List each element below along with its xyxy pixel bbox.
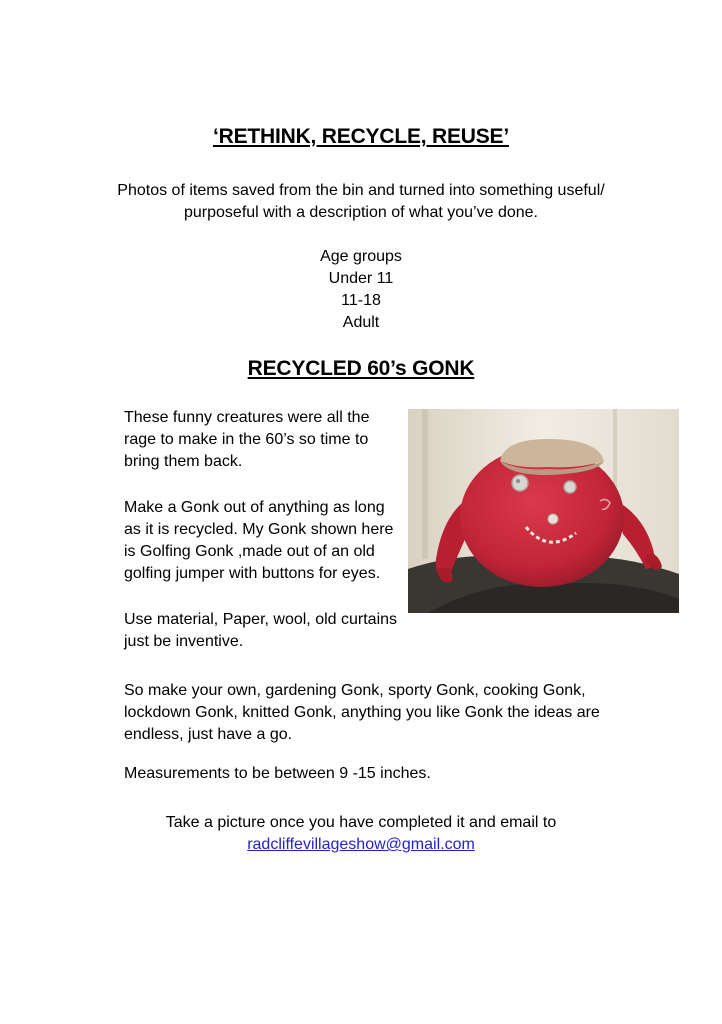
paragraph-line: is Golfing Gonk ,made out of an old [124,543,375,560]
paragraph-line: These funny creatures were all the [124,409,370,426]
page-title: ‘RETHINK, RECYCLE, REUSE’ [212,125,510,148]
section-title: RECYCLED 60’s GONK [247,357,475,380]
paragraph-line: bring them back. [124,453,243,470]
closing-text [0,812,722,856]
age-group-item: Under 11 [328,270,394,287]
paragraph-line: Make a Gonk out of anything as long [124,499,385,516]
age-group-item: 11-18 [341,292,381,309]
paragraph-line: golfing jumper with buttons for eyes. [124,565,381,582]
closing-line: Take a picture once you have completed it and email to [165,814,557,831]
paragraph-intro [124,407,394,473]
paragraph-line: lockdown Gonk, knitted Gonk, anything you like Gonk the ideas are [124,704,600,721]
gonk-photo [408,409,679,613]
intro-line: Photos of items saved from the bin and turned into something useful/ [117,182,605,199]
paragraph-line: just be inventive. [124,633,244,650]
age-groups-label: Age groups [320,248,402,265]
paragraph-line: endless, just have a go. [124,726,293,743]
paragraph-line: Use material, Paper, wool, old curtains [124,611,398,628]
intro-line: purposeful with a description of what you’ve done. [184,204,538,221]
email-link[interactable]: radcliffevillageshow@gmail.com [247,836,475,853]
paragraph-ideas [124,680,604,746]
age-group-item: Adult [342,314,380,331]
age-groups [0,246,722,334]
intro-text [100,180,622,224]
paragraph-materials [124,609,399,653]
paragraph-measurements: Measurements to be between 9 -15 inches. [124,765,431,782]
paragraph-line: So make your own, gardening Gonk, sporty Gonk, cooking Gonk, [124,682,586,699]
paragraph-line: rage to make in the 60’s so time to [124,431,369,448]
paragraph-line: as it is recycled. My Gonk shown here [124,521,394,538]
paragraph-make [124,497,399,585]
